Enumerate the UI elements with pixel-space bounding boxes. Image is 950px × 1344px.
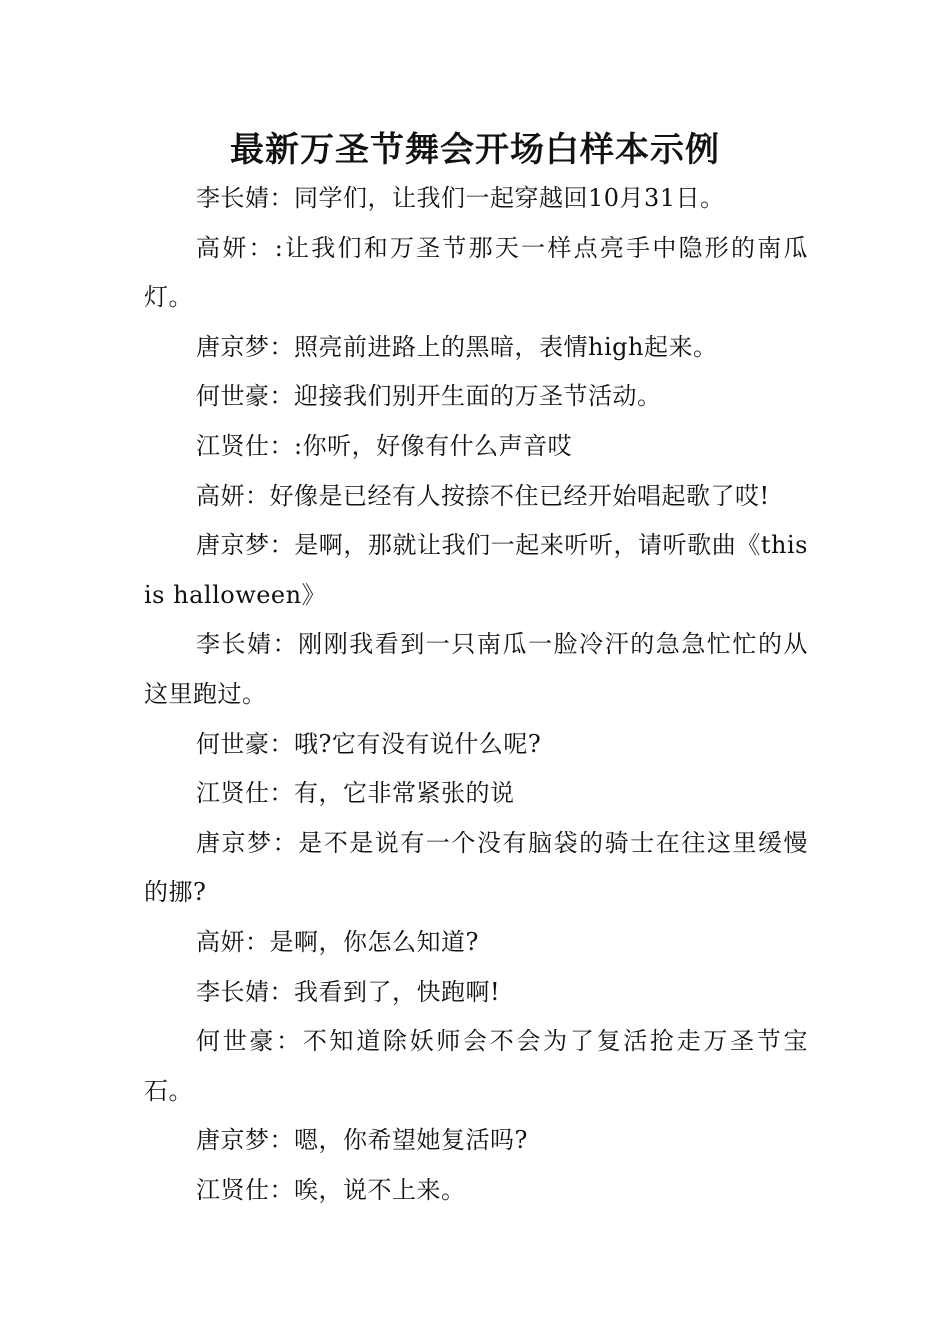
dialogue-line: 何世豪：不知道除妖师会不会为了复活抢走万圣节宝石。	[144, 1027, 808, 1105]
dialogue-line: 唐京梦：照亮前进路上的黑暗，表情high起来。	[196, 332, 718, 361]
dialogue-line: 江贤仕：有，它非常紧张的说	[196, 779, 515, 808]
dialogue-line: 唐京梦：是不是说有一个没有脑袋的骑士在往这里缓慢的挪?	[144, 828, 808, 907]
document-body	[144, 174, 808, 1215]
dialogue-line: 李长婧：刚刚我看到一只南瓜一脸冷汗的急急忙忙的从这里跑过。	[144, 630, 808, 708]
dialogue-line: 何世豪：迎接我们别开生面的万圣节活动。	[196, 382, 662, 411]
dialogue-line: 何世豪：哦?它有没有说什么呢?	[196, 729, 542, 758]
dialogue-line: 高妍：是啊，你怎么知道?	[196, 927, 479, 956]
dialogue-line: 李长婧：我看到了，快跑啊!	[196, 977, 501, 1006]
document-title: 最新万圣节舞会开场白样本示例	[230, 130, 720, 170]
dialogue-line: 唐京梦：嗯，你希望她复活吗?	[196, 1126, 528, 1155]
dialogue-line: 李长婧：同学们，让我们一起穿越回10月31日。	[196, 184, 725, 212]
dialogue-line: 高妍：:让我们和万圣节那天一样点亮手中隐形的南瓜灯。	[144, 233, 808, 312]
dialogue-line: 江贤仕：唉，说不上来。	[196, 1175, 466, 1204]
dialogue-line: 高妍：好像是已经有人按捺不住已经开始唱起歌了哎!	[196, 481, 770, 510]
dialogue-line: 江贤仕：:你听，好像有什么声音哎	[196, 431, 573, 460]
dialogue-line: 唐京梦：是啊，那就让我们一起来听听，请听歌曲《this is halloween》	[144, 531, 808, 609]
